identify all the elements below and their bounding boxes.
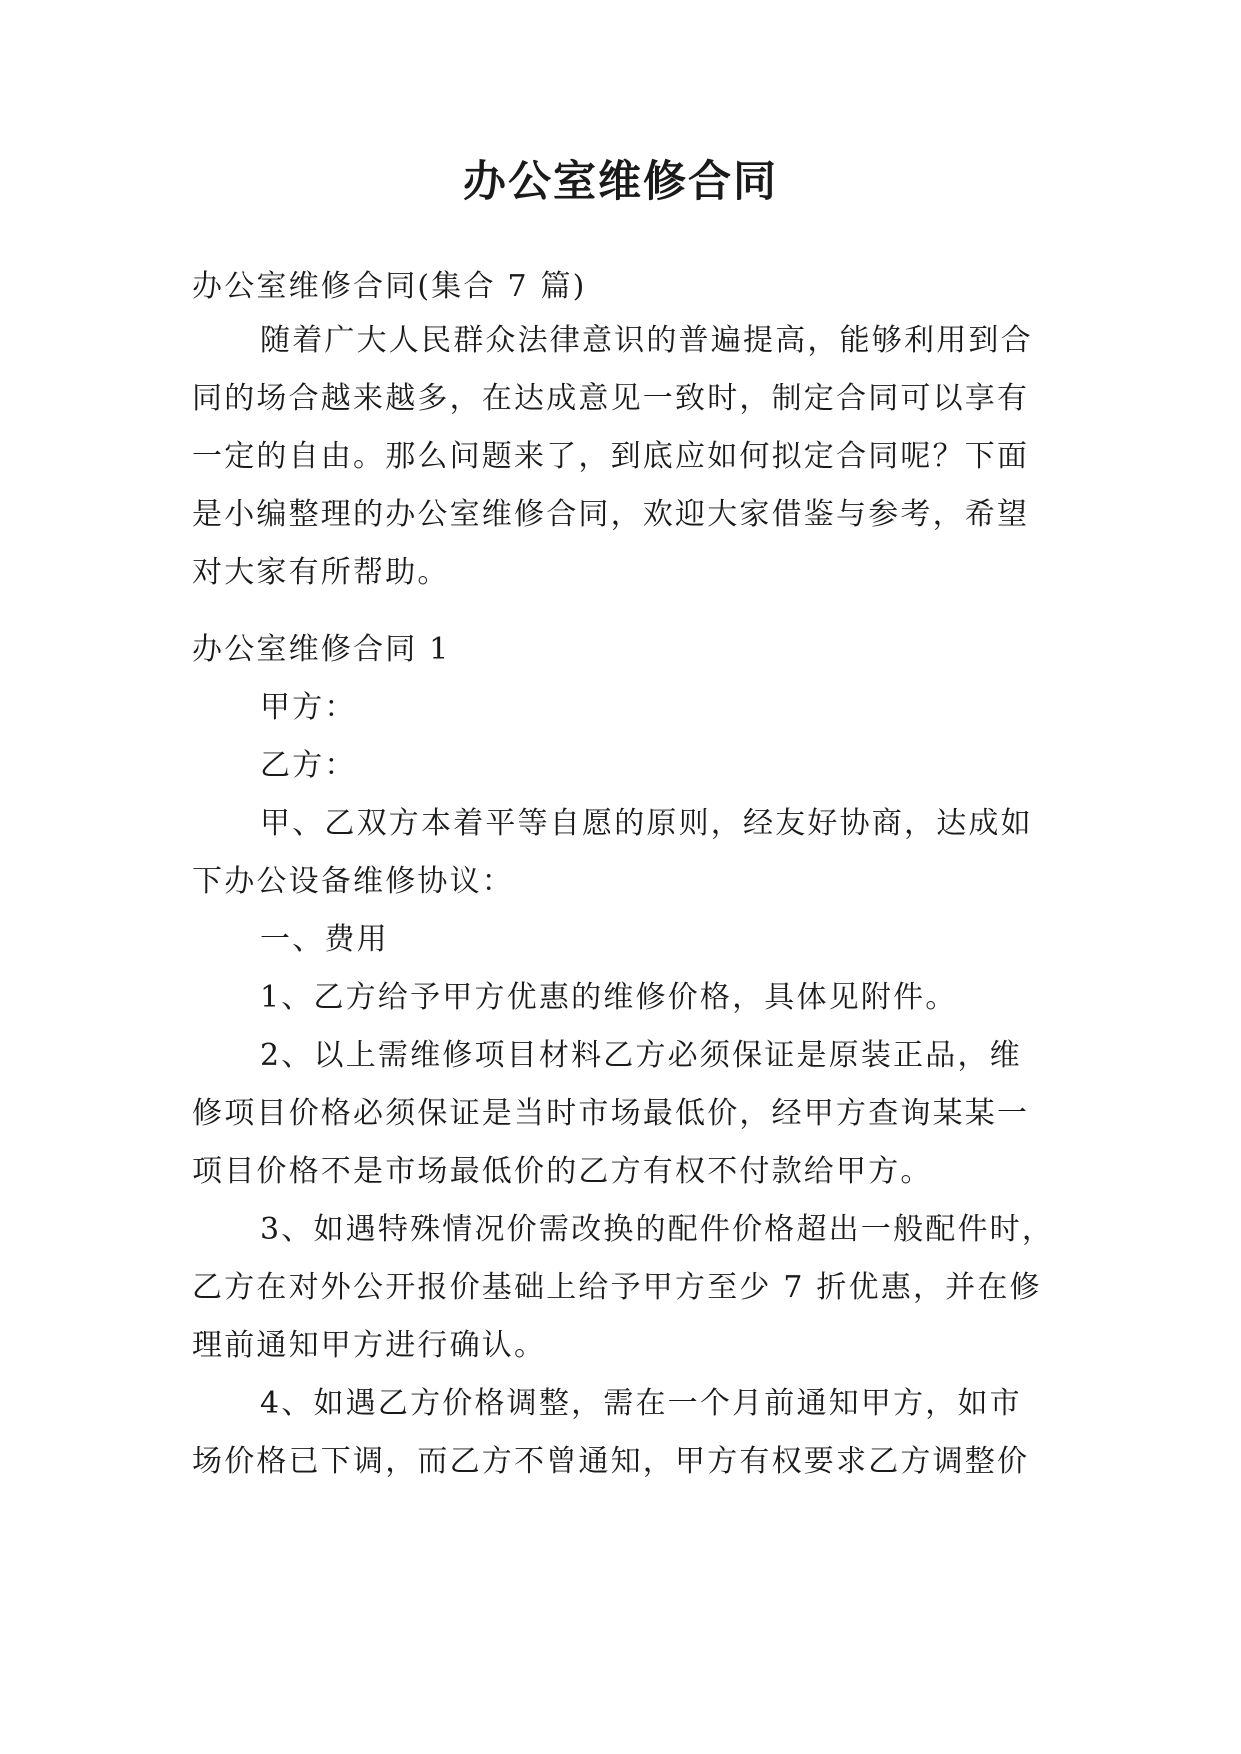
party-a-label: 甲方：	[260, 690, 357, 725]
clause-item-4-line: 4、如遇乙方价格调整，需在一个月前通知甲方，如市	[260, 1386, 1022, 1421]
clause-item-2-line: 项目价格不是市场最低价的乙方有权不付款给甲方。	[192, 1154, 933, 1189]
party-b-label: 乙方：	[260, 748, 357, 783]
document-subtitle: 办公室维修合同(集合 7 篇)	[192, 269, 587, 304]
document-title: 办公室维修合同	[463, 157, 778, 207]
intro-paragraph	[192, 312, 1052, 602]
subtitle-block	[192, 258, 1052, 316]
intro-line: 对大家有所帮助。	[192, 555, 450, 590]
contract-section	[192, 621, 1055, 1491]
section-heading: 办公室维修合同 1	[192, 632, 451, 667]
intro-line: 随着广大人民群众法律意识的普遍提高，能够利用到合	[260, 323, 1033, 358]
intro-line: 是小编整理的办公室维修合同，欢迎大家借鉴与参考，希望	[192, 497, 1030, 532]
clause-item-1: 1、乙方给予甲方优惠的维修价格，具体见附件。	[260, 980, 958, 1015]
agreement-line: 甲、乙双方本着平等自愿的原则，经友好协商，达成如	[260, 806, 1033, 841]
clause-heading: 一、费用	[260, 922, 389, 957]
intro-line: 一定的自由。那么问题来了，到底应如何拟定合同呢？下面	[192, 439, 1030, 474]
clause-item-2-line: 2、以上需维修项目材料乙方必须保证是原装正品，维	[260, 1038, 1022, 1073]
clause-item-3-line: 理前通知甲方进行确认。	[192, 1328, 547, 1363]
clause-item-2-line: 修项目价格必须保证是当时市场最低价，经甲方查询某某一	[192, 1096, 1030, 1131]
clause-item-3-line: 乙方在对外公开报价基础上给予甲方至少 7 折优惠，并在修	[192, 1270, 1042, 1305]
clause-item-3-line: 3、如遇特殊情况价需改换的配件价格超出一般配件时，	[260, 1212, 1055, 1247]
intro-line: 同的场合越来越多，在达成意见一致时，制定合同可以享有	[192, 381, 1030, 416]
clause-item-4-line: 场价格已下调，而乙方不曾通知，甲方有权要求乙方调整价	[192, 1444, 1030, 1479]
agreement-line: 下办公设备维修协议：	[192, 864, 514, 899]
